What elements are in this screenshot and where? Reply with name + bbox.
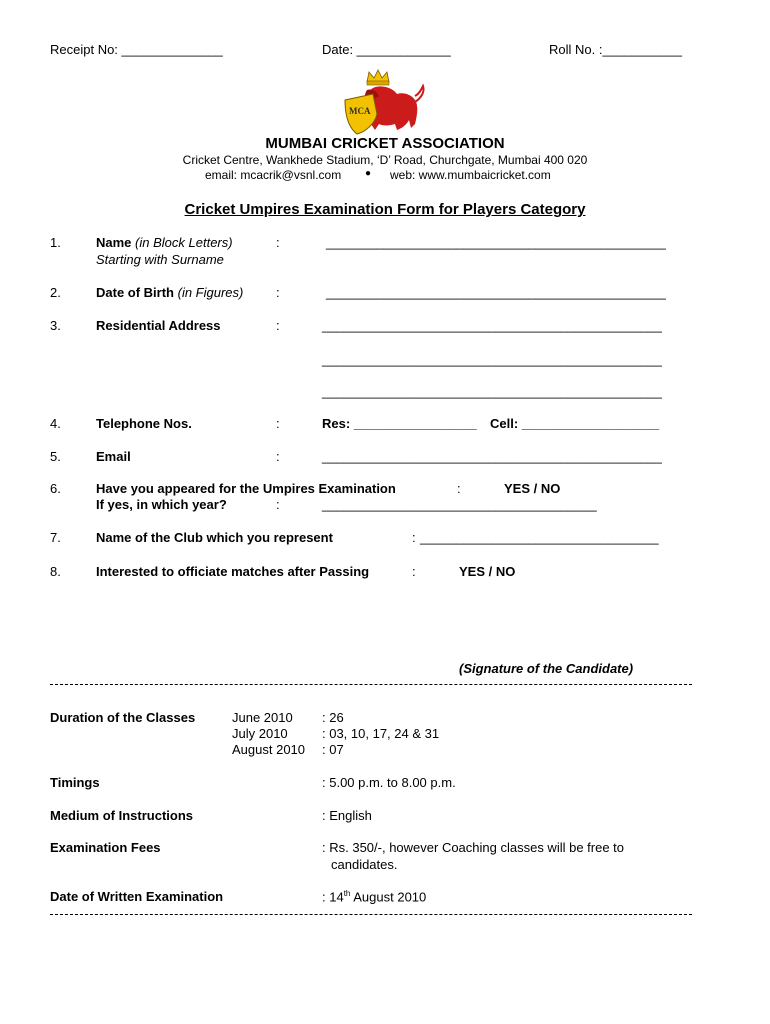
- item-number: 4.: [50, 416, 61, 431]
- email-input-line[interactable]: _______________________________________________: [322, 449, 662, 464]
- exam-year-label: If yes, in which year?: [96, 497, 227, 512]
- month-august: August 2010: [232, 742, 306, 757]
- colon: :: [276, 497, 280, 512]
- organization-website: web: www.mumbaicricket.com: [390, 168, 551, 182]
- fees-label: Examination Fees: [50, 840, 161, 855]
- form-title: [0, 201, 770, 218]
- divider-top: [50, 684, 692, 685]
- colon: :: [276, 285, 280, 300]
- divider-bottom: [50, 914, 692, 915]
- colon: :: [457, 481, 461, 496]
- receipt-number-field: Receipt No: ______________: [50, 42, 223, 57]
- fees-value-line-2: candidates.: [331, 857, 398, 872]
- organization-address: Cricket Centre, Wankhede Stadium, ‘D’ Road, Churchgate, Mumbai 400 020: [182, 153, 588, 167]
- august-dates: : 07: [322, 742, 344, 757]
- officiate-answer[interactable]: YES / NO: [459, 564, 516, 579]
- telephone-label: Telephone Nos.: [96, 416, 192, 431]
- exam-date-prefix: : 14: [322, 889, 344, 905]
- mca-lion-logo: [337, 68, 427, 136]
- colon: :: [276, 235, 280, 250]
- name-label-hint: (in Block Letters): [135, 235, 233, 250]
- dob-label-hint: (in Figures): [177, 285, 244, 300]
- form-title-text: Cricket Umpires Examination Form for Players Category: [184, 201, 586, 218]
- exam-year-input-line[interactable]: ______________________________________: [322, 497, 597, 512]
- name-sub-label: Starting with Surname: [96, 252, 224, 267]
- appeared-exam-label: Have you appeared for the Umpires Examination: [96, 481, 396, 496]
- roll-number-field: Roll No. :___________: [549, 42, 682, 57]
- colon: :: [412, 564, 416, 579]
- item-number: 8.: [50, 564, 61, 579]
- signature-label: (Signature of the Candidate): [459, 661, 634, 676]
- address-input-line-3[interactable]: _______________________________________________: [322, 384, 662, 399]
- dob-label: [96, 285, 243, 300]
- item-number: 7.: [50, 530, 61, 545]
- cell-phone-field[interactable]: Cell: ___________________: [490, 416, 660, 431]
- month-june: June 2010: [232, 710, 293, 725]
- item-number: 6.: [50, 481, 61, 496]
- month-july: July 2010: [232, 726, 288, 741]
- name-label-text: Name: [96, 235, 132, 250]
- officiate-label: Interested to officiate matches after Passing: [96, 564, 370, 579]
- timings-value: : 5.00 p.m. to 8.00 p.m.: [322, 775, 456, 790]
- timings-label: Timings: [50, 775, 100, 790]
- bullet-separator: ●: [365, 168, 372, 179]
- exam-date-label: Date of Written Examination: [50, 889, 224, 904]
- name-input-line[interactable]: _______________________________________________: [326, 235, 666, 250]
- item-number: 5.: [50, 449, 61, 464]
- organization-email: email: mcacrik@vsnl.com: [205, 168, 342, 182]
- exam-date-month: August 2010: [350, 889, 427, 905]
- address-input-line-2[interactable]: _______________________________________________: [322, 352, 662, 367]
- address-input-line-1[interactable]: _______________________________________________: [322, 318, 662, 333]
- medium-value: : English: [322, 808, 372, 823]
- colon: :: [276, 449, 280, 464]
- organization-name: MUMBAI CRICKET ASSOCIATION: [265, 135, 505, 152]
- dob-input-line[interactable]: _______________________________________________: [326, 285, 666, 300]
- club-input-line[interactable]: _________________________________: [420, 530, 659, 545]
- residence-phone-field[interactable]: Res: _________________: [322, 416, 477, 431]
- logo-letters: MCA: [349, 106, 371, 116]
- medium-label: Medium of Instructions: [50, 808, 193, 823]
- item-number: 2.: [50, 285, 61, 300]
- colon: :: [276, 318, 280, 333]
- june-dates: : 26: [322, 710, 344, 725]
- date-field: Date: _____________: [322, 42, 451, 57]
- fees-value-line-1: : Rs. 350/-, however Coaching classes will be free to: [322, 840, 625, 855]
- address-label: Residential Address: [96, 318, 221, 333]
- duration-label: Duration of the Classes: [50, 710, 196, 725]
- club-label: Name of the Club which you represent: [96, 530, 333, 545]
- email-label: Email: [96, 449, 131, 464]
- appeared-exam-answer[interactable]: YES / NO: [504, 481, 561, 496]
- exam-date-suffix-sup: th: [343, 889, 351, 898]
- item-number: 1.: [50, 235, 61, 250]
- colon: :: [412, 530, 416, 545]
- dob-label-text: Date of Birth: [96, 285, 174, 300]
- colon: :: [276, 416, 280, 431]
- exam-date-value: [322, 889, 426, 904]
- july-dates: : 03, 10, 17, 24 & 31: [322, 726, 440, 741]
- name-label: [96, 235, 233, 250]
- item-number: 3.: [50, 318, 61, 333]
